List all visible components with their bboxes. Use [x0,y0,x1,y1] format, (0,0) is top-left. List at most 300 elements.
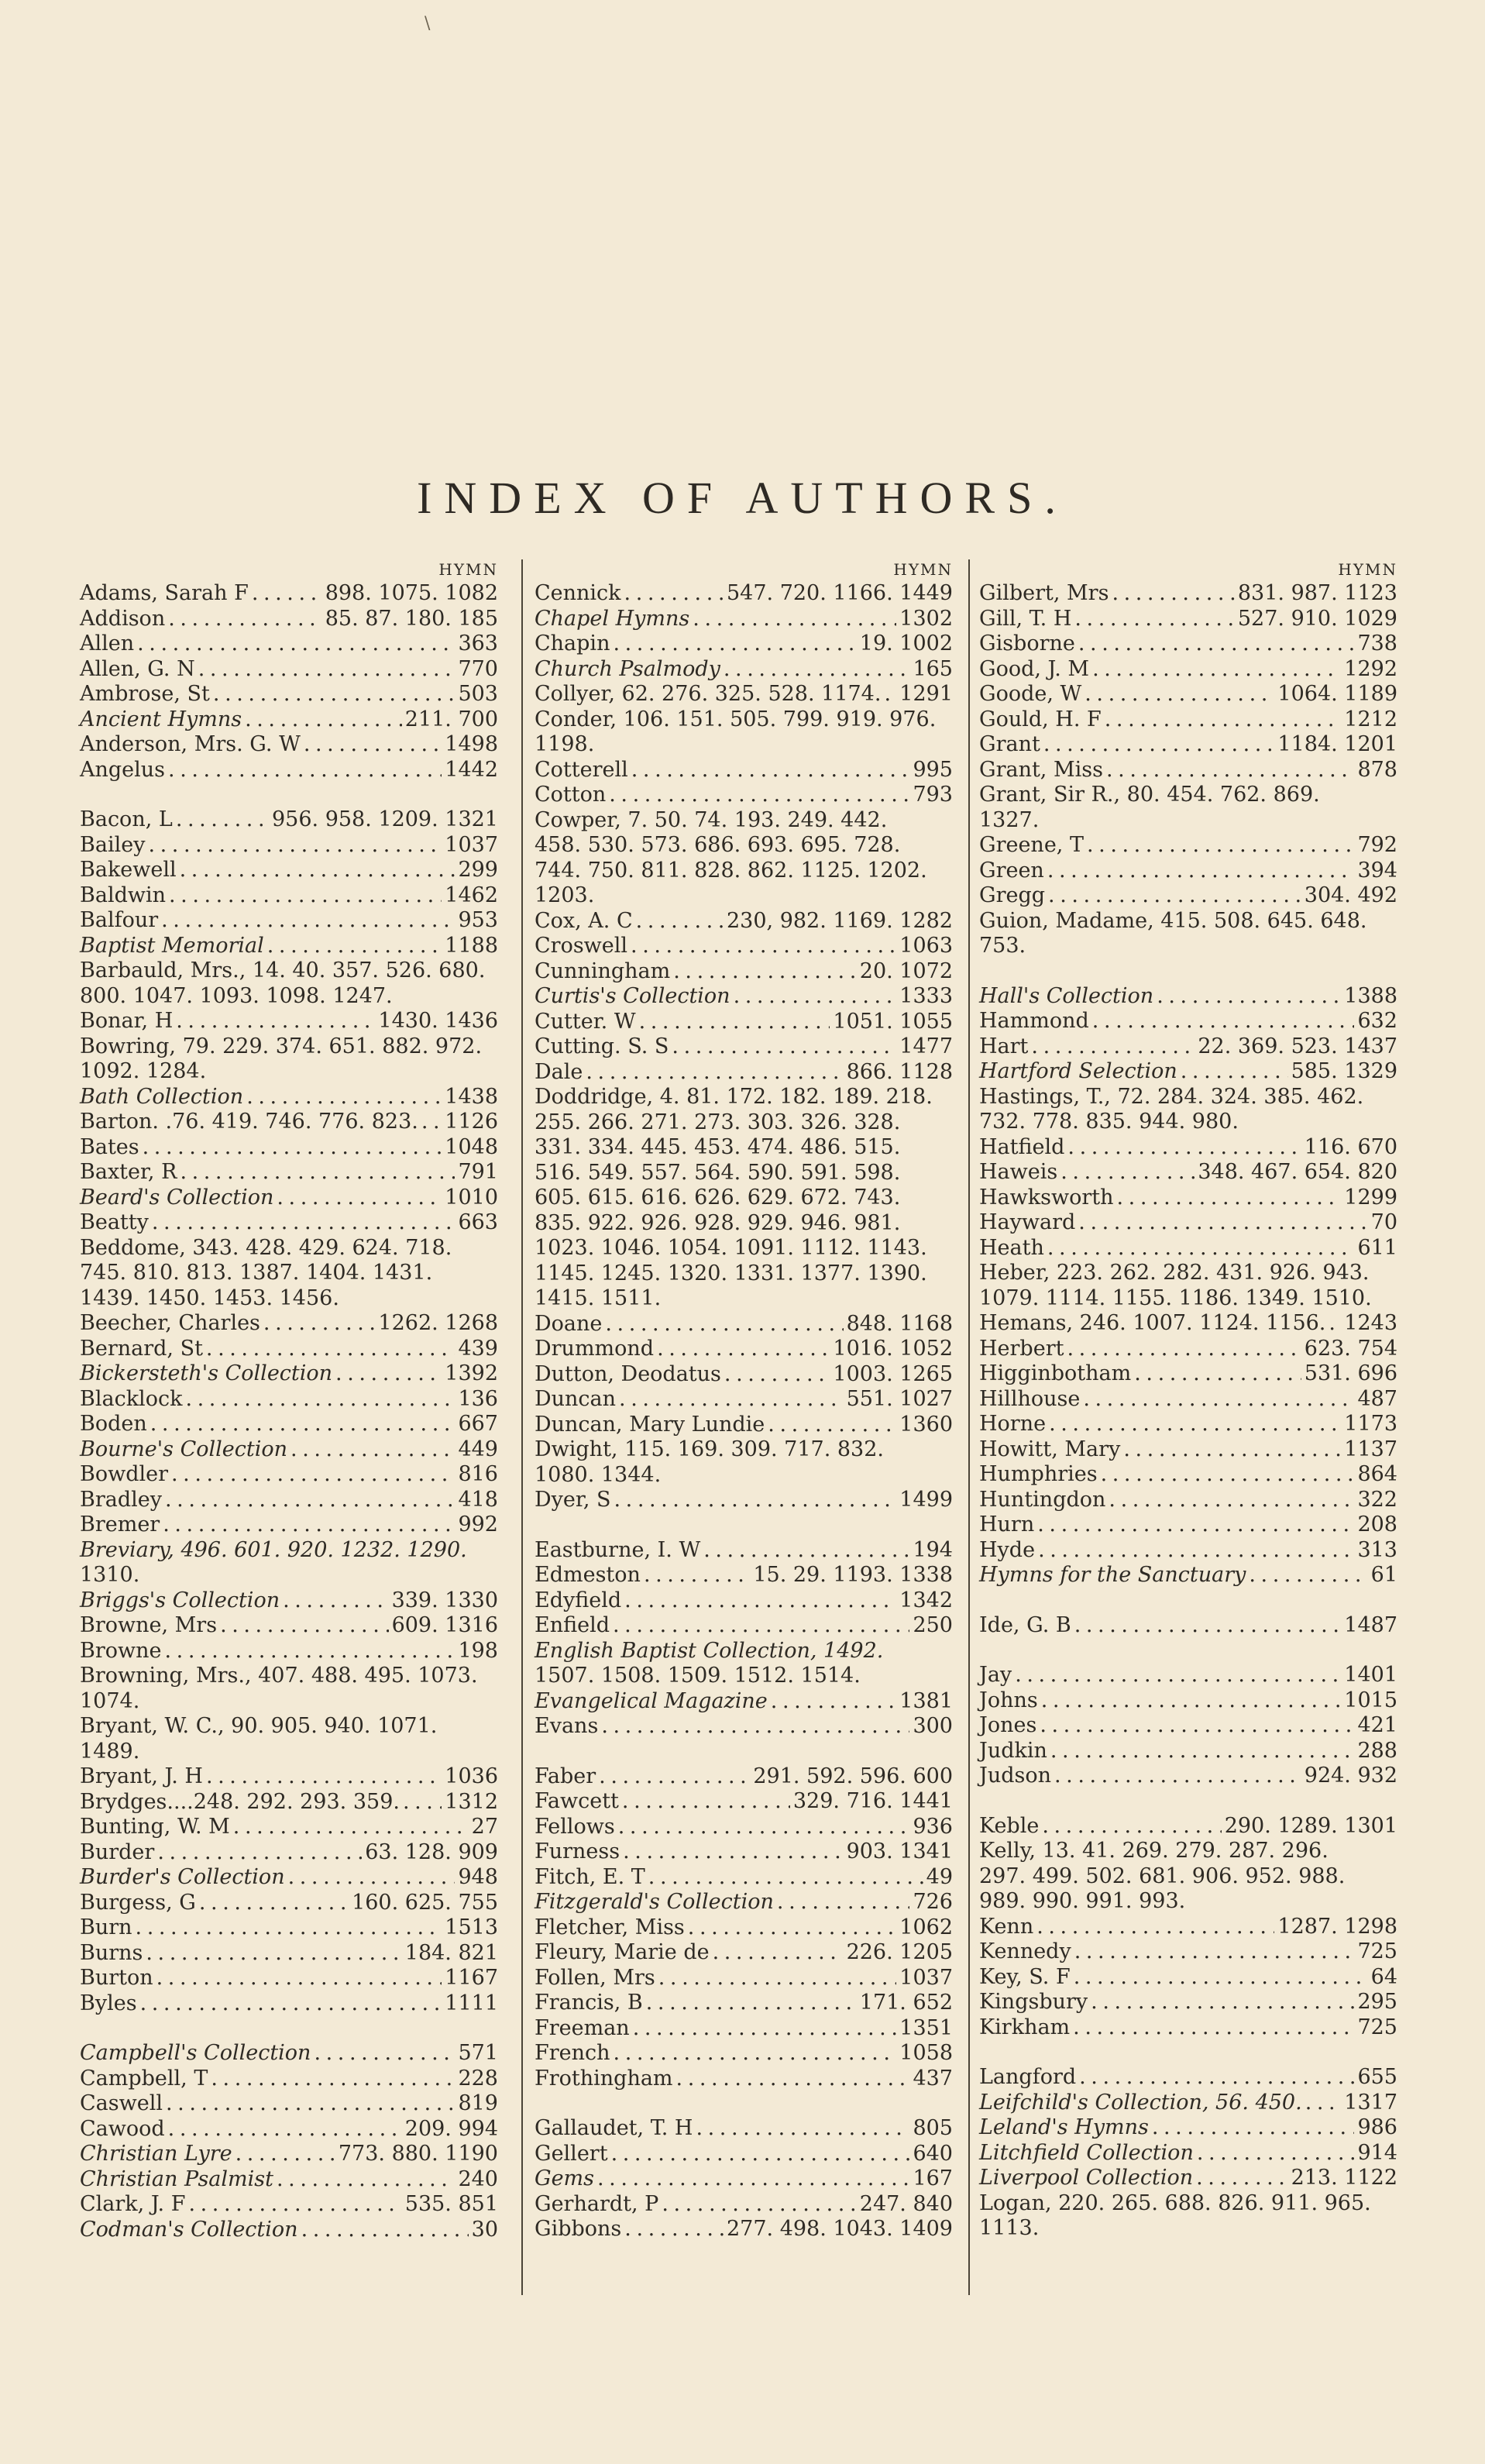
index-entry [535,1060,953,1086]
hymn-numbers-continued: 1074. [80,1688,140,1713]
dot-leader [676,2067,910,2092]
author-name: Christian Psalmist [80,2166,273,2191]
hymn-numbers: 61 [1370,1563,1397,1587]
dot-leader [1043,732,1275,758]
index-entry [80,1387,498,1413]
index-entry [80,2167,498,2193]
hymn-numbers: 27 [471,1815,498,1839]
dot-leader [1197,2141,1355,2166]
dot-leader [1134,1361,1301,1387]
dot-leader [1015,1663,1341,1688]
author-name: Kennedy [979,1939,1071,1963]
author-name: Byles [80,1991,137,2015]
dot-leader [1073,2015,1354,2041]
hymn-numbers: 986 [1357,2115,1397,2139]
hymn-numbers: 487 [1357,1386,1397,1411]
hymn-numbers: 1058 [899,2041,953,2065]
author-name: Heath [979,1235,1044,1260]
dot-leader [648,1865,923,1891]
author-name: Dutton, Deodatus [535,1361,721,1386]
dot-leader [1040,1713,1354,1739]
dot-leader [1048,883,1301,909]
index-entry [535,707,953,758]
hymn-numbers: 1477 [899,1034,953,1058]
hymn-numbers: 531. 696 [1304,1361,1397,1385]
index-entry [80,1790,498,1815]
hymn-numbers: 953 [458,908,498,932]
index-entry [535,1613,953,1639]
hymn-numbers: 1291 [899,682,953,706]
author-name: Fellows [535,1814,615,1839]
hymn-numbers: 1292 [1344,656,1397,681]
dot-leader [150,1412,455,1437]
dot-leader [619,1387,844,1413]
index-entry [80,1664,498,1714]
index-entry [535,1563,953,1588]
index-entry [80,2041,498,2067]
dot-leader [165,1488,455,1513]
index-entry [979,1663,1397,1688]
hymn-numbers: 85. 87. 180. 185 [325,606,498,631]
author-name: Gregg [979,883,1046,907]
hymn-numbers: 1111 [445,1991,498,2015]
hymn-numbers: 421 [1357,1713,1397,1737]
hymn-numbers: 609. 1316 [391,1613,498,1637]
author-name: Cunningham [535,958,671,983]
author-name: Ancient Hymns [80,707,242,731]
hymn-numbers: 213. 1122 [1291,2166,1397,2190]
hymn-numbers: 898. 1075. 1082 [325,581,498,605]
author-name: Cutting. S. S [535,1034,669,1058]
author-name: Grant [979,732,1040,756]
index-entry [979,1210,1397,1236]
author-name: Cotton [535,783,607,807]
author-name: Burder [80,1839,155,1864]
author-name: Judkin [979,1738,1047,1763]
hymn-numbers: 1212 [1344,707,1397,731]
index-entry [979,1135,1397,1161]
author-name: Anderson, Mrs. G. W [80,732,301,756]
index-entry [535,808,953,909]
dot-leader [693,607,896,632]
index-entry [979,1009,1397,1034]
dot-leader [622,1789,790,1815]
hymn-numbers: 1442 [445,757,498,782]
author-name: Edmeston [535,1563,641,1587]
author-name: Hart [979,1034,1029,1058]
dot-leader [252,581,322,607]
author-name: Bourne's Collection [80,1437,288,1461]
hymn-numbers: 250 [913,1613,953,1637]
dot-leader [614,2041,897,2067]
hymn-numbers: 585. 1329 [1291,1059,1397,1083]
dot-leader [206,1764,442,1790]
hymn-numbers: 1360 [899,1412,953,1437]
dot-leader [1049,1412,1341,1437]
index-entry [535,1839,953,1865]
hymn-numbers: 439 [458,1336,498,1361]
dot-leader [263,1311,375,1337]
hymn-numbers-continued: 745. 810. 813. 1387. 1404. 1431. 1439. 1450. 1453. 1456. [80,1261,433,1310]
hymn-numbers: 160. 625. 755 [352,1890,498,1915]
hymn-numbers: 363 [458,631,498,656]
hymn-numbers: 1302 [899,606,953,631]
dot-leader [646,1991,857,2016]
dot-leader [1105,707,1342,733]
author-name: Hurn [979,1512,1035,1537]
hymn-numbers: 291. 592. 596. 600 [753,1764,953,1788]
author-name: Gould, H. F [979,707,1102,731]
author-name: Burder's Collection [80,1865,285,1889]
index-entry [80,607,498,632]
hymn-numbers: 1137 [1344,1437,1397,1461]
dot-leader [1060,1160,1195,1186]
author-name: Beecher, Charles [80,1311,260,1335]
dot-leader [633,2016,897,2042]
author-name: Ide, G. B [979,1612,1071,1637]
dot-leader [148,833,442,859]
hymn-numbers: 70 [1370,1210,1397,1234]
author-name: Church Psalmody [535,656,720,681]
index-entry [535,1337,953,1362]
dot-leader [235,2142,335,2167]
dot-leader [1329,1311,1341,1337]
hymn-numbers: 816 [458,1462,498,1486]
dot-leader [624,1588,896,1614]
author-name: Frothingham [535,2066,673,2091]
dot-leader [206,1337,455,1362]
dot-leader [1109,1488,1354,1513]
author-name: Chapin [535,631,610,656]
index-entry [979,1311,1397,1337]
dot-leader [180,1160,455,1186]
hymn-numbers: 1438 [445,1084,498,1109]
dot-leader [618,1815,910,1840]
hymn-numbers: 208 [1357,1512,1397,1537]
index-entry [535,1387,953,1413]
author-name: Humphries [979,1462,1098,1486]
index-entry [535,984,953,1010]
index-entry [979,732,1397,758]
index-entry [979,1965,1397,1991]
index-entry [979,1437,1397,1463]
index-entry [979,1462,1397,1488]
author-name: Enfield [535,1613,610,1637]
dot-leader [777,1890,910,1915]
hymn-numbers: 611 [1357,1235,1397,1260]
author-column-2 [535,558,953,2242]
author-name: Burn [80,1915,132,1939]
author-name: Gilbert, Mrs [979,581,1109,605]
dot-leader [884,682,896,707]
index-entry [80,1361,498,1387]
hymn-numbers-continued: 1310. [80,1563,140,1587]
dot-leader [421,1110,442,1135]
hymn-numbers: 49 [926,1864,953,1889]
dot-leader [1038,1538,1354,1564]
hymn-numbers: 300 [913,1714,953,1738]
index-entry [535,2217,953,2242]
dot-leader [1101,1462,1355,1488]
hymn-numbers: 1262. 1268 [378,1311,498,1335]
author-name: Gellert [535,2141,608,2166]
author-name: Horne [979,1412,1047,1436]
index-entry [535,2067,953,2092]
dot-leader [136,1915,442,1941]
dot-leader [1074,1965,1368,1991]
author-name: Barton. .76. 419. 746. 776. 823. [80,1110,418,1134]
hymn-numbers: 418 [458,1487,498,1512]
hymn-numbers: 63. 128. 909 [365,1839,498,1864]
index-entry [979,1186,1397,1211]
author-name: Good, J. M [979,656,1090,681]
index-entry [535,1437,953,1488]
hymn-numbers: 1487 [1344,1612,1397,1637]
index-entry [80,2067,498,2092]
dot-leader [301,2218,469,2243]
author-name: Hammond [979,1009,1089,1033]
hymn-numbers-continued: 297. 499. 502. 681. 906. 952. 988. 989. 990. 991. 993. [979,1863,1346,1913]
index-entry [535,2192,953,2218]
index-entry [979,833,1397,859]
author-name: Baptist Memorial [80,933,264,958]
dot-leader [605,1312,843,1337]
author-name: Bradley [80,1487,162,1512]
dot-leader [185,1387,455,1413]
author-name: Hemans, 246. 1007. 1124. 1156. [979,1311,1326,1335]
author-name: Boden [80,1412,147,1436]
dot-leader [1083,1387,1354,1413]
hymn-numbers: 551. 1027 [846,1387,953,1411]
author-name: Bryant, J. H [80,1764,203,1788]
index-entry [979,2065,1397,2091]
dot-leader [163,1512,455,1538]
hymn-numbers: 655 [1357,2065,1397,2089]
author-name: Duncan [535,1387,617,1411]
index-entry [80,1236,498,1312]
index-entry [535,2116,953,2142]
hymn-numbers: 1015 [1344,1688,1397,1712]
hymn-numbers: 1036 [445,1764,498,1788]
index-entry [80,1462,498,1488]
dot-leader [143,1135,442,1161]
author-name: English Baptist Collection, 1492. [535,1638,884,1663]
hymn-numbers: 725 [1357,2015,1397,2039]
dot-leader [146,1941,401,1967]
column-header: HYMN [1338,560,1397,579]
hymn-numbers: 313 [1357,1537,1397,1562]
hymn-numbers: 1063 [899,934,953,958]
author-name: Cennick [535,581,621,605]
dot-leader [614,1488,896,1513]
author-name: Balfour [80,908,159,932]
dot-leader [152,1210,455,1236]
dot-leader [1074,1939,1355,1965]
author-name: Bryant, W. C., 90. 905. 940. 1071. [80,1714,438,1738]
dot-leader [611,2142,910,2167]
index-entry [80,1160,498,1186]
dot-leader [703,1538,909,1564]
index-entry [535,1815,953,1840]
hymn-numbers: 295 [1357,1990,1397,2014]
index-entry [535,1488,953,1513]
dot-leader [1036,1915,1274,1940]
hymn-numbers: 198 [458,1638,498,1663]
index-entry [979,581,1397,607]
author-name: Bakewell [80,858,177,882]
hymn-numbers-continued: 1507. 1508. 1509. 1512. 1514. [535,1664,861,1688]
dot-leader [1157,984,1341,1010]
hymn-numbers: 1312 [445,1789,498,1814]
dot-leader [1047,859,1355,884]
author-name: Hawksworth [979,1185,1114,1210]
author-name: Fleury, Marie de [535,1940,710,1964]
index-entry [80,1337,498,1362]
hymn-numbers: 277. 498. 1043. 1409 [727,2217,953,2241]
index-entry [979,2115,1397,2141]
index-entry [979,1915,1397,1940]
author-name: Browne [80,1638,162,1663]
dot-leader [1067,1337,1301,1362]
index-entry [979,607,1397,632]
dot-leader [1074,607,1234,632]
author-name: Doane [535,1311,603,1336]
hymn-numbers: 1513 [445,1915,498,1939]
author-name: Gerhardt, P [535,2191,659,2216]
author-name: Kelly, 13. 41. 269. 279. 287. 296. [979,1839,1329,1863]
hymn-numbers: 1062 [899,1915,953,1939]
index-entry [535,1915,953,1941]
index-entry [80,2142,498,2167]
author-name: Croswell [535,934,628,958]
author-name: Hatfield [979,1134,1065,1159]
author-name: Bowring, 79. 229. 374. 651. 882. 972. [80,1034,483,1058]
author-name: Dwight, 115. 169. 309. 717. 832. [535,1437,884,1461]
index-entry [979,1839,1397,1915]
author-name: Campbell's Collection [80,2041,311,2065]
index-entry [80,1588,498,1614]
index-entry [535,1538,953,1564]
index-entry [535,1991,953,2016]
dot-leader [288,1865,455,1891]
dot-leader [768,1413,896,1438]
author-name: Bonar, H [80,1009,174,1033]
index-entry [979,1990,1397,2015]
dot-leader [213,682,455,707]
hymn-numbers: 848. 1168 [846,1311,953,1336]
hymn-numbers: 936 [913,1814,953,1839]
index-entry [535,1966,953,1991]
dot-leader [304,732,442,758]
index-entry [80,1764,498,1790]
author-name: Cowper, 7. 50. 74. 193. 249. 442. [535,807,888,832]
dot-leader [1112,581,1234,607]
dot-leader [403,1790,442,1815]
hymn-numbers-continued: 458. 530. 573. 686. 693. 695. 728. 744. 750. 811. 828. 862. 1125. 1202. 1203. [535,833,927,907]
index-entry [80,682,498,707]
dot-leader [658,1966,897,1991]
index-entry [979,2166,1397,2191]
hymn-numbers: 770 [458,656,498,681]
index-entry [535,1034,953,1060]
index-entry [535,1362,953,1388]
author-name: Conder, 106. 151. 505. 799. 919. 976. [535,707,937,731]
index-entry [80,707,498,733]
dot-leader [623,1839,843,1865]
author-name: Fitzgerald's Collection [535,1890,774,1914]
dot-leader [1106,758,1354,783]
hymn-numbers: 571 [458,2041,498,2065]
hymn-numbers: 1003. 1265 [833,1361,953,1386]
index-entry [80,1437,498,1463]
index-entry [80,833,498,859]
index-entry [979,1361,1397,1387]
author-name: Logan, 220. 265. 688. 826. 911. 965. [979,2190,1371,2215]
index-entry [80,934,498,959]
hymn-numbers: 1167 [445,1966,498,1990]
dot-leader [137,631,455,657]
dot-leader [1085,682,1274,707]
dot-leader [1047,1236,1355,1261]
author-name: Ambrose, St [80,682,210,706]
author-name: Judson [979,1764,1051,1788]
dot-leader [1123,1437,1341,1463]
index-entry [979,1613,1397,1639]
index-entry [80,858,498,883]
author-name: Collyer, 62. 276. 325. 528. 1174. [535,682,882,706]
dot-leader [1041,1688,1342,1714]
hymn-numbers: 449 [458,1437,498,1461]
index-entry [979,1236,1397,1261]
index-entry [535,631,953,657]
hymn-numbers: 948 [458,1865,498,1889]
author-name: Gallaudet, T. H [535,2116,693,2140]
dot-leader [771,1689,897,1715]
hymn-numbers: 831. 987. 1123 [1237,581,1397,605]
index-entry [979,2091,1397,2116]
author-name: Evans [535,1714,599,1738]
dot-leader [161,908,455,934]
hymn-numbers: 726 [913,1890,953,1914]
author-name: Bunting, W. M [80,1815,230,1839]
dot-leader [176,1009,375,1034]
index-entry [80,2117,498,2142]
index-entry [979,1387,1397,1413]
index-entry [979,1939,1397,1965]
hymn-numbers-continued: 255. 266. 271. 273. 303. 326. 328. 331. 334. 445. 453. 474. 486. 515. 516. 549. 557. 564. 590. 591. 598. 605. 615. 616. 626. 629. 672. 743. 835. 922. 926. 928. 929. 946. 981. 1023. 1046. 1054. 1091. 1112. 1143. 1145. 1245. 1320. 1331. 1377. 1390. 1415. 1511. [535,1110,927,1310]
hymn-numbers: 1498 [445,732,498,756]
author-name: Adams, Sarah F [80,581,249,605]
index-entry [80,1966,498,1991]
hymn-numbers: 1317 [1344,2090,1397,2115]
author-name: Gems [535,2166,595,2190]
author-name: Bailey [80,832,146,857]
dot-leader [734,984,897,1010]
dot-leader [1054,1764,1301,1789]
author-name: Codman's Collection [80,2217,298,2242]
index-entry [535,1312,953,1337]
hymn-numbers: 288 [1357,1738,1397,1763]
author-name: Kenn [979,1914,1034,1939]
author-name: Fawcett [535,1789,619,1813]
author-name: Cutter. W [535,1009,636,1034]
index-entry [535,1789,953,1815]
hymn-numbers-continued: 800. 1047. 1093. 1098. 1247. [80,983,393,1008]
index-entry [80,883,498,909]
index-entry [80,1538,498,1588]
author-name: Litchfield Collection [979,2140,1194,2165]
hymn-numbers: 1333 [899,984,953,1008]
